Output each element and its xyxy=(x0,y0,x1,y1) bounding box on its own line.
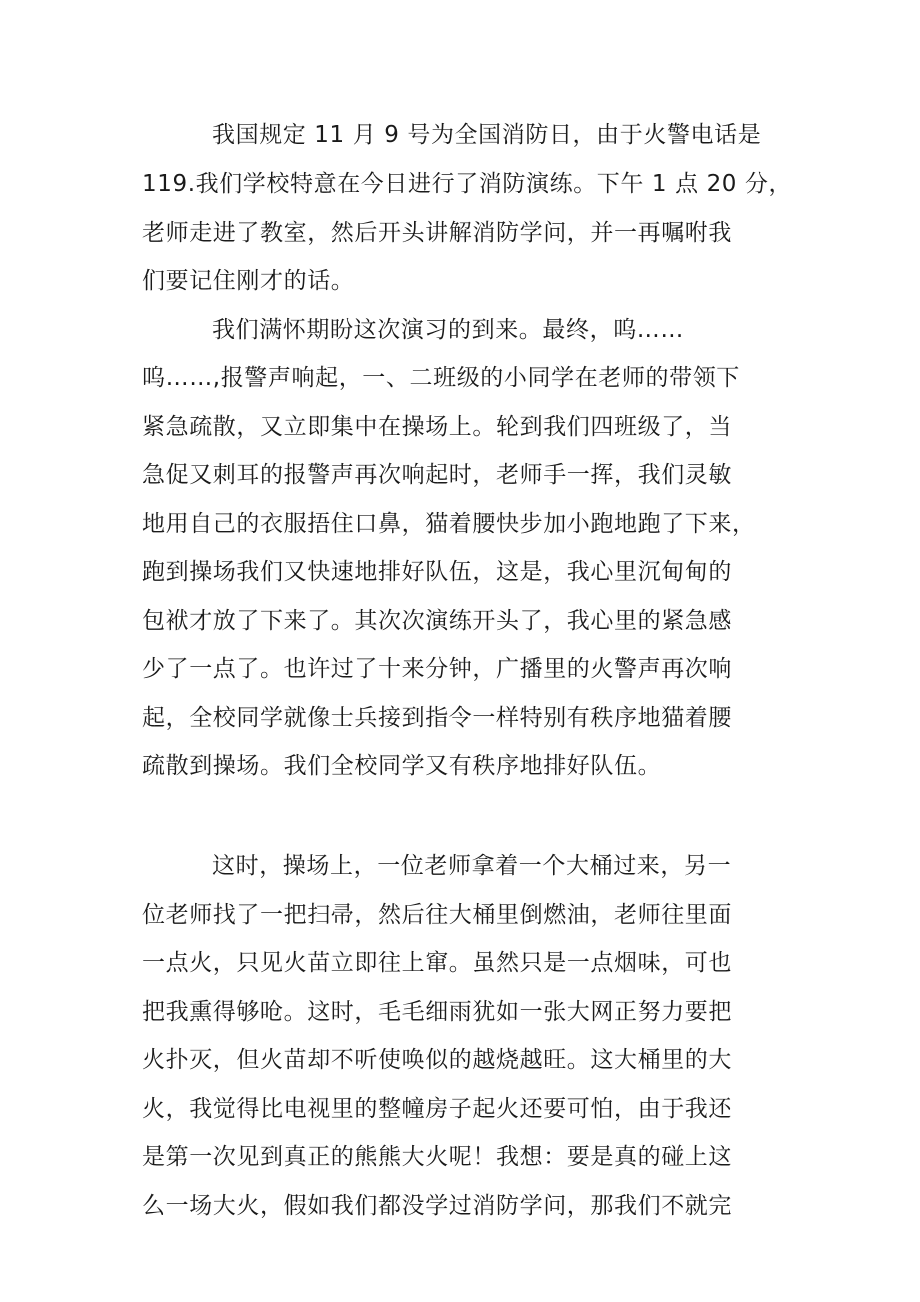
paragraph-3-line-1: 这时，操场上，一位老师拿着一个大桶过来，另一 xyxy=(212,853,732,879)
paragraph-3-line-8: 么一场大火，假如我们都没学过消防学问，那我们不就完 xyxy=(142,1193,732,1219)
paragraph-3-line-2: 位老师找了一把扫帚，然后往大桶里倒燃油，老师往里面 xyxy=(142,902,732,928)
paragraph-1-line-4: 们要记住刚才的话。 xyxy=(142,268,355,294)
paragraph-1-line-2: 119.我们学校特意在今日进行了消防演练。下午 1 点 20 分， xyxy=(142,171,793,197)
paragraph-2-line-8: 少了一点了。也许过了十来分钟，广播里的火警声再次响 xyxy=(142,656,732,682)
paragraph-2-line-10: 疏散到操场。我们全校同学又有秩序地排好队伍。 xyxy=(142,753,662,779)
paragraph-2-line-3: 紧急疏散，又立即集中在操场上。轮到我们四班级了，当 xyxy=(142,414,732,440)
paragraph-1-line-3: 老师走进了教室，然后开头讲解消防学问，并一再嘱咐我 xyxy=(142,220,732,246)
paragraph-1-line-1: 我国规定 11 月 9 号为全国消防日，由于火警电话是 xyxy=(212,122,762,148)
paragraph-2-line-6: 跑到操场我们又快速地排好队伍，这是，我心里沉甸甸的 xyxy=(142,559,732,585)
paragraph-2-line-9: 起，全校同学就像士兵接到指令一样特别有秩序地猫着腰 xyxy=(142,705,732,731)
paragraph-3-line-3: 一点火，只见火苗立即往上窜。虽然只是一点烟味，可也 xyxy=(142,950,732,976)
paragraph-2-line-7: 包袱才放了下来了。其次次演练开头了，我心里的紧急感 xyxy=(142,608,732,634)
paragraph-2-line-4: 急促又刺耳的报警声再次响起时，老师手一挥，我们灵敏 xyxy=(142,462,732,488)
paragraph-2-line-1: 我们满怀期盼这次演习的到来。最终，呜…… xyxy=(212,317,684,343)
paragraph-3-line-6: 火，我觉得比电视里的整幢房子起火还要可怕，由于我还 xyxy=(142,1096,732,1122)
paragraph-2-line-5: 地用自己的衣服捂住口鼻，猫着腰快步加小跑地跑了下来， xyxy=(142,511,756,537)
paragraph-3-line-7: 是第一次见到真正的熊熊大火呢！我想：要是真的碰上这 xyxy=(142,1144,732,1170)
paragraph-3-line-5: 火扑灭，但火苗却不听使唤似的越烧越旺。这大桶里的大 xyxy=(142,1047,732,1073)
paragraph-2-line-2: 呜……,报警声响起，一、二班级的小同学在老师的带领下 xyxy=(142,365,740,391)
paragraph-3-line-4: 把我熏得够呛。这时，毛毛细雨犹如一张大网正努力要把 xyxy=(142,999,732,1025)
